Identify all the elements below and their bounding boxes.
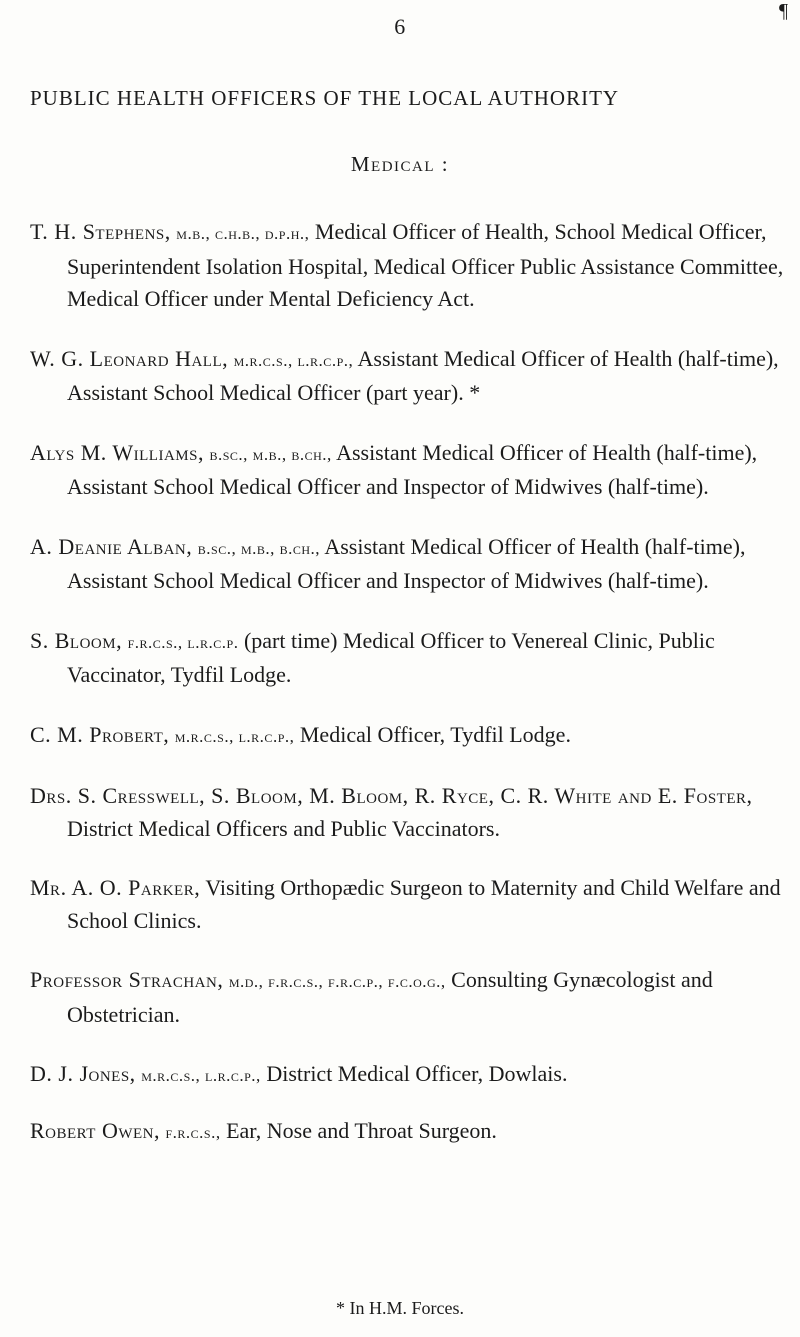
officer-entry [30,872,790,937]
page-number: 6 [394,14,406,39]
officer-entry [30,1058,790,1093]
officer-duties: Ear, Nose and Throat Surgeon. [226,1117,497,1143]
officer-name: Drs. S. Cresswell, S. Bloom, M. Bloom, R. Ryce, C. R. White and E. Foster, [30,783,753,808]
officer-name: Mr. A. O. Parker, [30,875,201,900]
officer-qualifications: m.d., f.r.c.s., f.r.c.p., f.c.o.g., [228,972,446,991]
officer-name: Alys M. Williams, [30,439,204,465]
officer-entry [30,625,790,692]
officer-duties: Visiting Orthopædic Surgeon to Maternity and Child Welfare and School Clinics. [67,875,781,933]
officer-qualifications: m.r.c.s., l.r.c.p., [233,350,354,370]
officer-entry [30,531,790,598]
footnote: * In H.M. Forces. [336,1298,464,1318]
officer-duties: District Medical Officers and Public Vaccinators. [67,815,500,841]
officer-qualifications: f.r.c.s., [165,1122,221,1142]
officer-qualifications: m.r.c.s., l.r.c.p., [141,1066,261,1085]
officer-qualifications: f.r.c.s., l.r.c.p. [127,632,239,652]
officer-qualifications: m.b., c.h.b., d.p.h., [176,224,310,243]
officer-duties: Assistant Medical Officer of Health (half-time), Assistant School Medical Officer and Inspector of Midwives (half-time). [67,533,746,593]
officer-qualifications: b.sc., m.b., b.ch., [209,444,332,464]
officer-entry [30,964,790,1031]
corner-mark: ¶ [778,0,788,22]
officer-duties: Medical Officer, Tydfil Lodge. [299,721,571,747]
officer-duties: District Medical Officer, Dowlais. [266,1061,568,1086]
officer-qualifications: m.r.c.s., l.r.c.p., [174,726,295,746]
officer-duties: Assistant Medical Officer of Health (half-time), Assistant School Medical Officer and Inspector of Midwives (half-time). [67,439,758,499]
officer-duties: Medical Officer of Health, School Medical Officer, Superintendent Isolation Hospital, Medical Officer Public Assistance Committee, Medical Officer under Mental Deficiency Act. [67,219,784,311]
officer-name: Professor Strachan, [30,967,224,992]
officer-name: W. G. Leonard Hall, [30,345,229,371]
officer-entry [30,719,790,754]
officer-name: D. J. Jones, [30,1061,136,1086]
officer-entry [30,437,790,504]
page-title: PUBLIC HEALTH OFFICERS OF THE LOCAL AUTHORITY [30,86,620,110]
section-heading: Medical : [350,152,450,176]
officer-entry [30,1115,790,1150]
officer-duties: (part time) Medical Officer to Venereal Clinic, Public Vaccinator, Tydfil Lodge. [67,627,715,687]
officer-entry [30,780,790,845]
officer-name: A. Deanie Alban, [30,533,193,559]
officer-name: S. Bloom, [30,627,123,653]
officer-name: T. H. Stephens, [30,219,171,244]
officer-entry [30,343,790,410]
officer-duties: Consulting Gynæcologist and Obstetrician. [67,967,713,1027]
officer-name: Robert Owen, [30,1117,160,1143]
officer-name: C. M. Probert, [30,721,170,747]
officer-duties: Assistant Medical Officer of Health (half-time), Assistant School Medical Officer (part year). * [67,345,779,405]
officer-entry [30,216,790,316]
officer-qualifications: b.sc., m.b., b.ch., [197,538,321,558]
officer-list [30,194,790,1151]
